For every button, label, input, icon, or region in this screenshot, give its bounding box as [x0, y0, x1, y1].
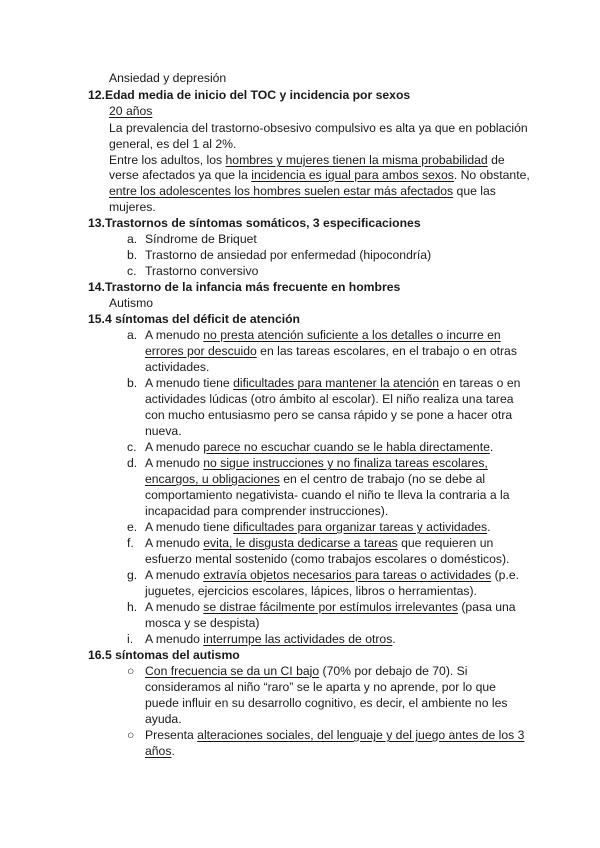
heading-14: 14.Trastorno de la infancia más frecuente en hombres [88, 280, 401, 294]
list-marker: c. [127, 264, 137, 278]
text-line: entre los adolescentes los hombres suelen estar más afectados que las [109, 184, 496, 198]
heading-15: 15.4 síntomas del déficit de atención [88, 312, 301, 326]
list-marker: f. [127, 536, 134, 550]
list-item: f. A menudo evita, le disgusta dedicarse a tareas que requieren un [127, 536, 494, 550]
text-line: errores por descuido en las tareas escolares, en el trabajo o en otras [145, 344, 517, 358]
list-marker: b. [127, 376, 138, 390]
list-marker: g. [127, 568, 138, 582]
list-item: b. Trastorno de ansiedad por enfermedad (hipocondría) [127, 248, 432, 262]
text-line: verse afectados ya que la incidencia es igual para ambos sexos. No obstante, [109, 168, 530, 182]
text-line: actividades. [145, 360, 210, 374]
bullet-icon: ○ [127, 728, 135, 742]
answer-line: 20 años [109, 104, 153, 118]
list-item: h. A menudo se distrae fácilmente por estímulos irrelevantes (pasa una [127, 600, 516, 614]
text-line: general, es del 1 al 2%. [109, 137, 237, 151]
text-line: esfuerzo mental sostenido (como trabajos escolares o domésticos). [145, 552, 510, 566]
text-line: encargos, u obligaciones en el centro de trabajo (no se debe al [145, 472, 486, 486]
text-line: La prevalencia del trastorno-obsesivo compulsivo es alta ya que en población [109, 121, 528, 135]
text-line: años. [145, 744, 175, 758]
text-line: juguetes, ejercicios escolares, lápices, libros o herramientas). [145, 584, 477, 598]
list-marker: b. [127, 248, 138, 262]
text-line: Ansiedad y depresión [109, 71, 227, 85]
list-item: b. A menudo tiene dificultades para mantener la atención en tareas o en [127, 376, 521, 390]
heading-number: 13. [88, 216, 105, 230]
list-item: a. A menudo no presta atención suficiente a los detalles o incurre en [127, 328, 501, 342]
list-item: ○ Presenta alteraciones sociales, del lenguaje y del juego antes de los 3 [127, 728, 525, 742]
list-item: ○ Con frecuencia se da un CI bajo (70% por debajo de 70). Si [127, 664, 468, 678]
list-marker: h. [127, 600, 138, 614]
list-marker: c. [127, 440, 137, 454]
bullet-icon: ○ [127, 664, 135, 678]
text-line: ayuda. [145, 712, 182, 726]
list-marker: a. [127, 232, 138, 246]
heading-number: 12. [88, 88, 105, 102]
text-line: Autismo [109, 296, 154, 310]
heading-16: 16.5 síntomas del autismo [88, 648, 240, 662]
text-line: Entre los adultos, los hombres y mujeres tienen la misma probabilidad de [109, 153, 505, 167]
heading-number: 16. [88, 648, 105, 662]
list-item: i. A menudo interrumpe las actividades de otros. [127, 632, 396, 646]
list-item: c. Trastorno conversivo [127, 264, 259, 278]
text-line: actividades lúdicas (otro ámbito al escolar). El niño realiza una tarea [145, 392, 514, 406]
text-line: incapacidad para comprender instrucciones). [145, 504, 389, 518]
text-line: comportamiento negativista- cuando el niño te lleva la contraria a la [145, 488, 510, 502]
heading-12: 12.Edad media de inicio del TOC y incidencia por sexos [88, 88, 411, 102]
heading-number: 14. [88, 280, 105, 294]
heading-number: 15. [88, 312, 105, 326]
list-marker: i. [127, 632, 134, 646]
text-line: nueva. [145, 424, 182, 438]
text-line: con mucho entusiasmo pero se cansa rápido y se pone a hacer otra [145, 408, 513, 422]
text-line: mujeres. [109, 200, 156, 214]
list-marker: e. [127, 520, 138, 534]
text-line: puede influir en su desarrollo cognitivo, es decir, el ambiente no les [145, 696, 508, 710]
list-item: d. A menudo no sigue instrucciones y no finaliza tareas escolares, [127, 456, 488, 470]
list-item: e. A menudo tiene dificultades para organizar tareas y actividades. [127, 520, 491, 534]
list-item: a. Síndrome de Briquet [127, 232, 257, 246]
list-item: c. A menudo parece no escuchar cuando se le habla directamente. [127, 440, 494, 454]
text-line: mosca y se despista) [145, 616, 260, 630]
list-marker: d. [127, 456, 138, 470]
list-marker: a. [127, 328, 138, 342]
heading-13: 13.Trastornos de síntomas somáticos, 3 especificaciones [88, 216, 421, 230]
list-item: g. A menudo extravía objetos necesarios para tareas o actividades (p.e. [127, 568, 519, 582]
text-line: consideramos al niño “raro” se le aparta y no aprende, por lo que [145, 680, 496, 694]
